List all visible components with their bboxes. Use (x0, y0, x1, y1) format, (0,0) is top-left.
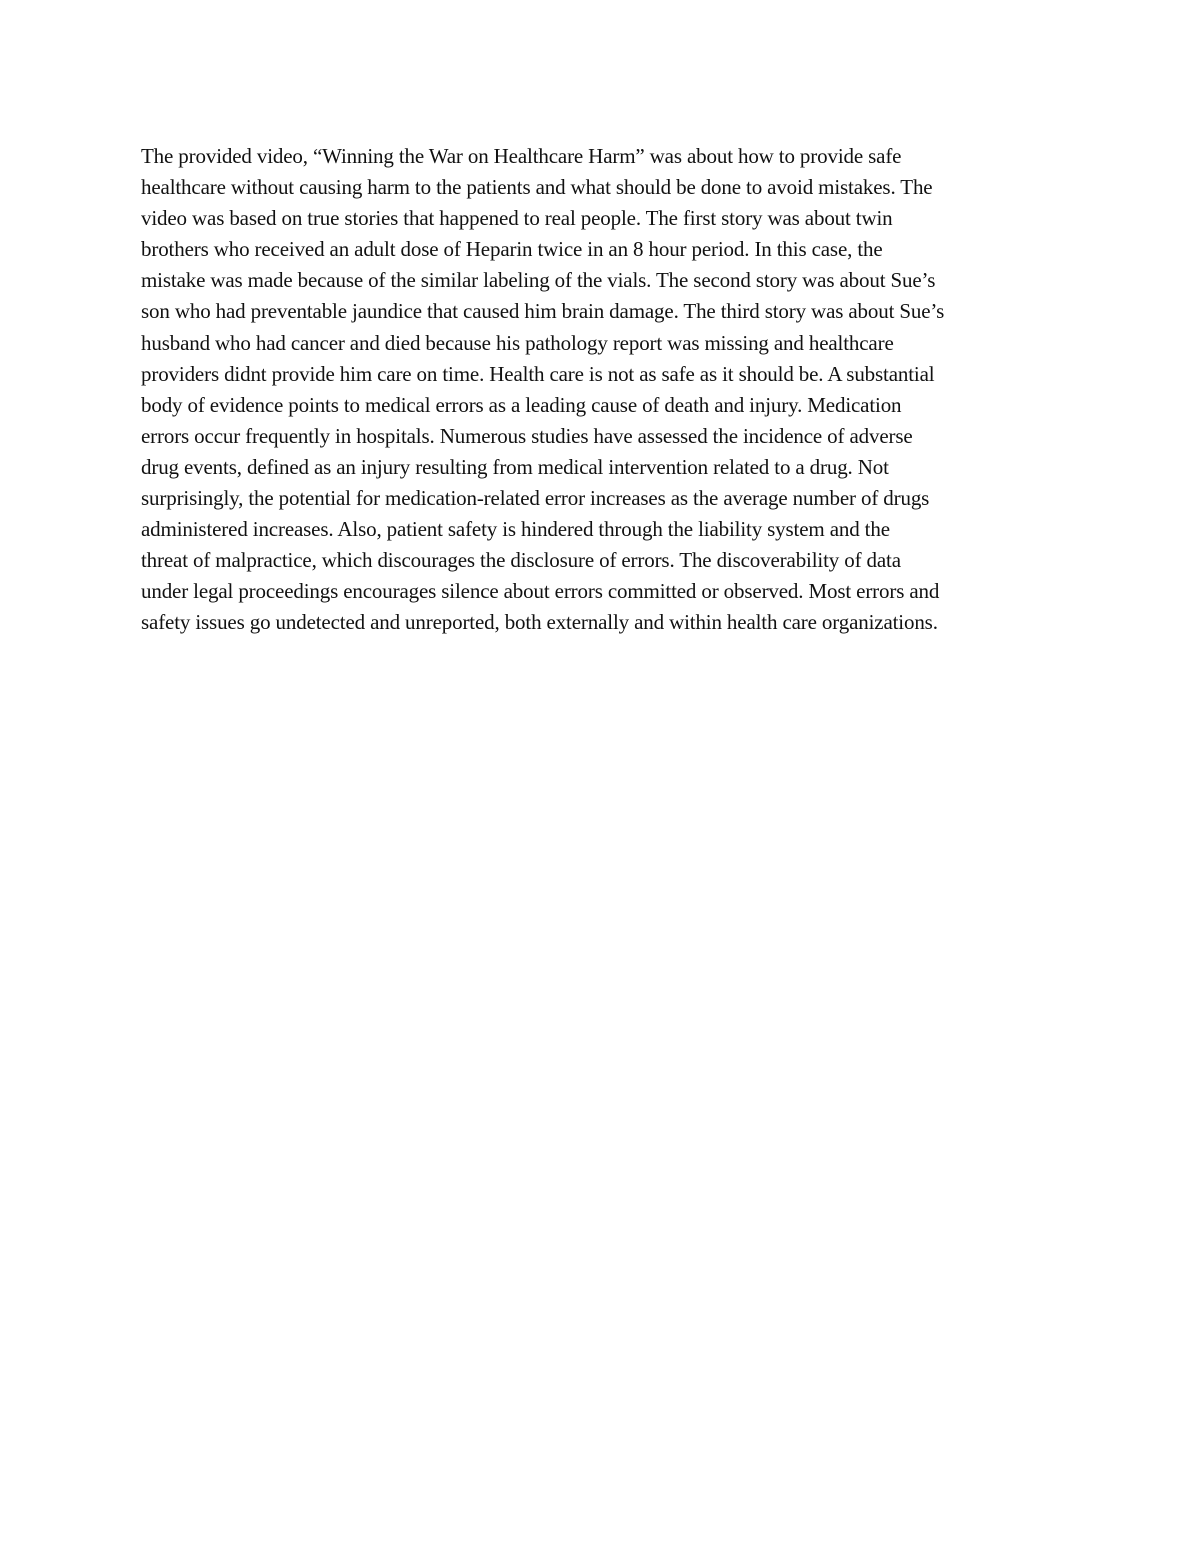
paragraph-line: husband who had cancer and died because his pathology report was missing and healthcare (141, 330, 894, 355)
paragraph-line: under legal proceedings encourages silence about errors committed or observed. Most errors and (141, 579, 940, 604)
paragraph-line: drug events, defined as an injury resulting from medical intervention related to a drug. Not (141, 454, 889, 479)
paragraph-line: surprisingly, the potential for medication-related error increases as the average number of drugs (141, 486, 930, 511)
paragraph-line: providers didnt provide him care on time. Health care is not as safe as it should be. A substantial (141, 361, 935, 386)
paragraph-line: healthcare without causing harm to the patients and what should be done to avoid mistakes. The (141, 175, 933, 200)
paragraph-line: errors occur frequently in hospitals. Numerous studies have assessed the incidence of adverse (141, 423, 913, 448)
paragraph-line: body of evidence points to medical errors as a leading cause of death and injury. Medication (141, 392, 902, 417)
paragraph-line: mistake was made because of the similar labeling of the vials. The second story was about Sue’s (141, 268, 936, 293)
paragraph-line: The provided video, “Winning the War on Healthcare Harm” was about how to provide safe (141, 144, 902, 168)
paragraph-line: son who had preventable jaundice that caused him brain damage. The third story was about Sue’s (141, 299, 945, 324)
body-paragraph (141, 141, 1071, 639)
paragraph-line: brothers who received an adult dose of Heparin twice in an 8 hour period. In this case, the (141, 237, 883, 262)
paragraph-line: video was based on true stories that happened to real people. The first story was about twin (141, 206, 893, 231)
paragraph-line: threat of malpractice, which discourages the disclosure of errors. The discoverability of data (141, 548, 901, 573)
paragraph-line: administered increases. Also, patient safety is hindered through the liability system and the (141, 517, 890, 542)
paragraph-line: safety issues go undetected and unreported, both externally and within health care organizations. (141, 610, 938, 635)
